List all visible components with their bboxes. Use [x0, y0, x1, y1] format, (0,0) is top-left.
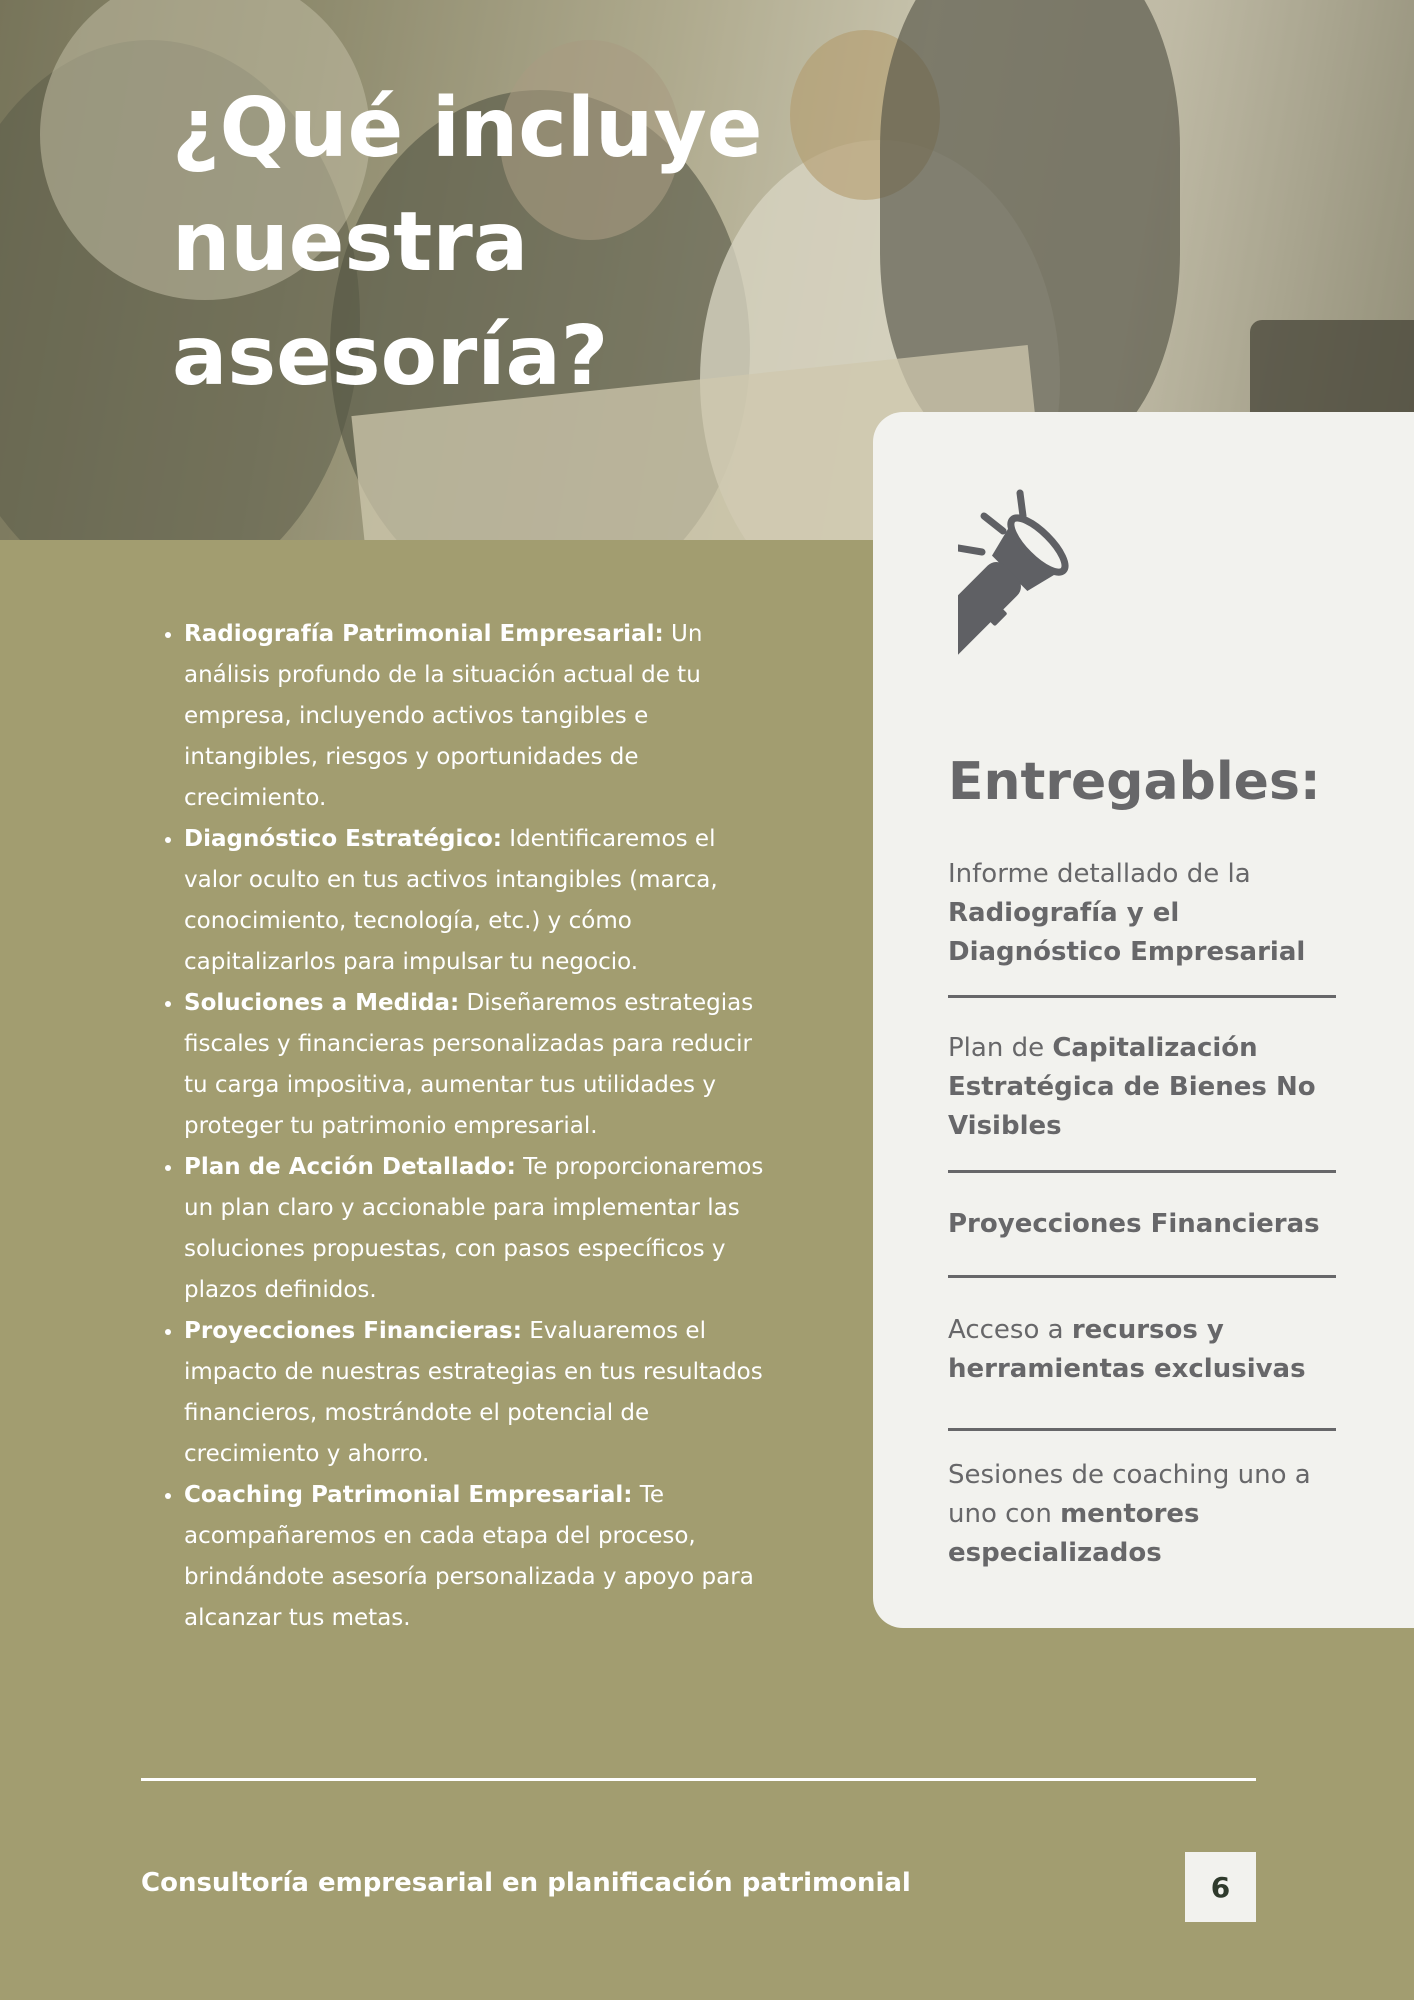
service-text: Evaluaremos el impacto de nuestras estrategias en tus resultados financieros, mostrándote el potencial de crecimiento y ahorro.: [184, 1318, 763, 1467]
divider: [948, 1170, 1336, 1173]
deliverable-text: Acceso a: [948, 1315, 1072, 1345]
service-text: Un análisis profundo de la situación actual de tu empresa, incluyendo activos tangibles e intangibles, riesgos y oportunidades de crecimiento.: [184, 621, 703, 811]
service-text: Te proporcionaremos un plan claro y accionable para implementar las soluciones propuestas, con pasos específicos y plazos definidos.: [184, 1154, 764, 1303]
list-item: [184, 1147, 764, 1311]
deliverable-text: Sesiones de coaching uno a uno con: [948, 1460, 1311, 1529]
page-number: 6: [1185, 1852, 1256, 1922]
deliverables-title: Entregables:: [948, 752, 1321, 812]
page-title: ¿Qué incluye nuestra asesoría?: [172, 81, 763, 404]
divider: [948, 1275, 1336, 1278]
footer-divider: [141, 1778, 1256, 1781]
deliverable-item: [948, 1205, 1336, 1244]
deliverable-bold: Capitalización Estratégica de Bienes No Visibles: [948, 1033, 1316, 1141]
deliverable-item: [948, 1029, 1336, 1146]
flashlight-icon: [958, 488, 1178, 708]
services-list: [148, 614, 764, 1639]
service-label: Radiografía Patrimonial Empresarial:: [184, 621, 664, 647]
deliverable-text: Plan de: [948, 1033, 1053, 1063]
deliverable-text: Informe detallado de la: [948, 859, 1251, 889]
service-text: Te acompañaremos en cada etapa del proceso, brindándote asesoría personalizada y apoyo para alcanzar tus metas.: [184, 1482, 754, 1631]
service-label: Plan de Acción Detallado:: [184, 1154, 516, 1180]
list-item: [184, 819, 764, 983]
divider: [948, 1428, 1336, 1431]
service-text: Identificaremos el valor oculto en tus activos intangibles (marca, conocimiento, tecnología, etc.) y cómo capitalizarlos para impulsar tu negocio.: [184, 826, 718, 975]
deliverable-item: [948, 855, 1336, 972]
deliverable-bold: mentores especializados: [948, 1499, 1200, 1568]
deliverable-bold: Radiografía y el Diagnóstico Empresarial: [948, 898, 1306, 967]
list-item: [184, 983, 764, 1147]
deliverable-item: [948, 1456, 1336, 1573]
deliverable-bold: Proyecciones Financieras: [948, 1209, 1320, 1239]
list-item: [184, 1311, 764, 1475]
service-label: Coaching Patrimonial Empresarial:: [184, 1482, 633, 1508]
list-item: [184, 614, 764, 819]
list-item: [184, 1475, 764, 1639]
service-label: Proyecciones Financieras:: [184, 1318, 522, 1344]
service-label: Diagnóstico Estratégico:: [184, 826, 502, 852]
divider: [948, 995, 1336, 998]
deliverable-item: [948, 1311, 1336, 1389]
service-label: Soluciones a Medida:: [184, 990, 460, 1016]
deliverable-bold: recursos y herramientas exclusivas: [948, 1315, 1306, 1384]
footer-text: Consultoría empresarial en planificación patrimonial: [141, 1868, 911, 1898]
service-text: Diseñaremos estrategias fiscales y financieras personalizadas para reducir tu carga impositiva, aumentar tus utilidades y proteger tu patrimonio empresarial.: [184, 990, 754, 1139]
